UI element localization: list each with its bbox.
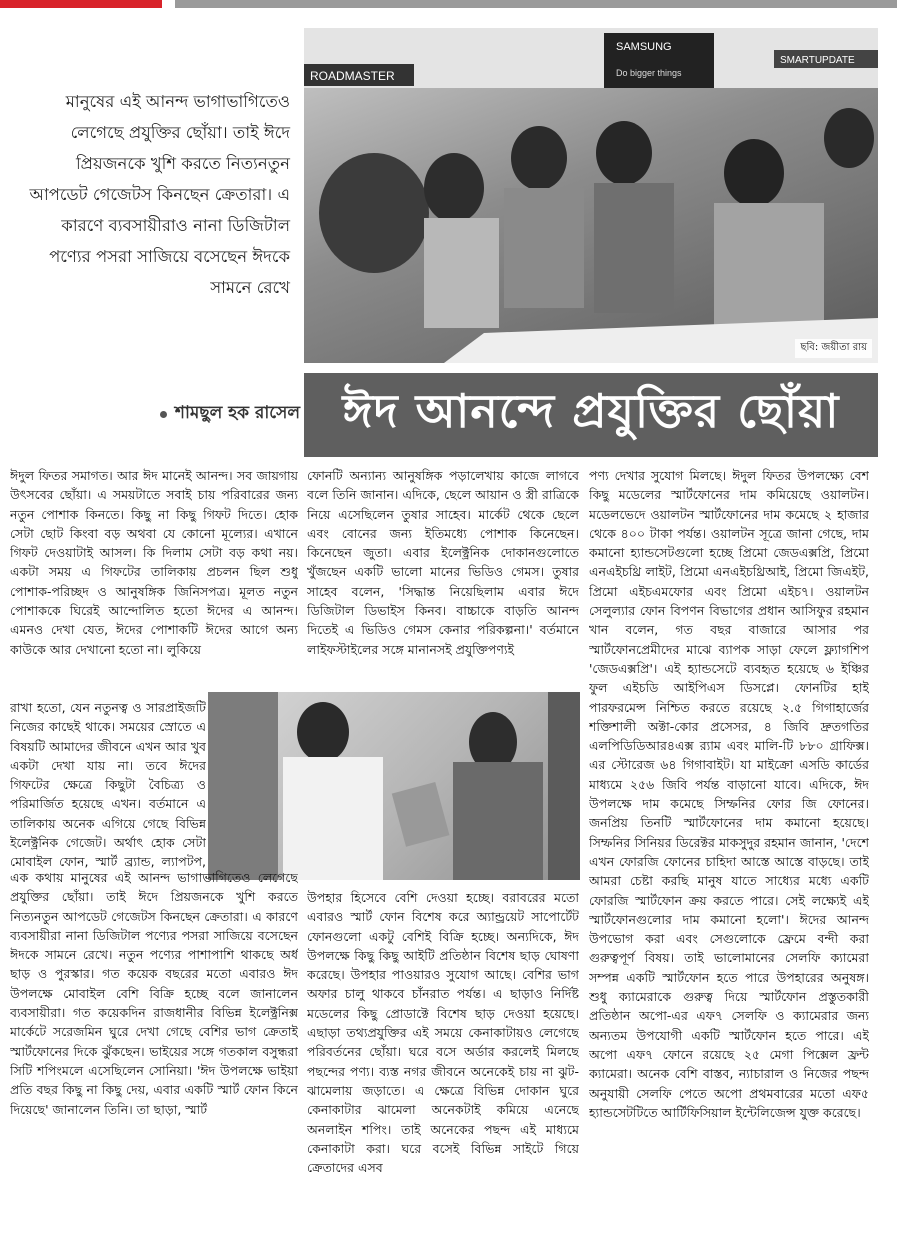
couple-gift-illustration bbox=[208, 692, 580, 880]
headline: ঈদ আনন্দে প্রযুক্তির ছোঁয়া bbox=[304, 373, 878, 457]
bullet-icon bbox=[160, 411, 167, 418]
store-photo-illustration bbox=[304, 28, 878, 363]
byline bbox=[110, 400, 300, 428]
column-3: পণ্য দেখার সুযোগ মিলছে। ঈদুল ফিতর উপলক্ষ্যে বেশ কিছু মডেলের স্মার্টফোনের দাম কমিয়েছে ওয়ালটন। মডেলভেদে ওয়ালটন স্মার্টফোনের দাম কমেছে ২ হাজার থেকে ৪০০ টাকা পর্যন্ত। ওয়ালটন সূত্রে জানা গেছে, দাম কমানো হ্যান্ডসেটগুলো হচ্ছে প্রিমো জেডএক্সপ্রি, প্রিমো এনএইচথ্রি লাইট, প্রিমো এনএইচথ্রিআই, প্রিমো জিএইট, প্রিমো এইচএমফোর এবং প্রিমো এইচ৭। ওয়ালটন সেলুল্যার ফোন বিপণন বিভাগের প্রধান আসিফুর রহমান খান বলেন, গত বছর বাজারে আসার পর স্মার্টফোনপ্রেমীদের মাঝে ব্যাপক সাড়া ফেলে ফ্ল্যাগশিপ 'জেডএক্সপ্রি'। এই হ্যান্ডসেটে ব্যবহৃত হয়েছে ৬ ইঞ্চির ফুল এইচডি আইপিএস ডিসপ্লে। ফোনটির হাই পারফরমেন্স নিশ্চিত করতে রয়েছে ২.৫ গিগাহার্জের শক্তিশালী অক্টা-কোর প্রসেসর, ৪ জিবি দ্রুতগতির এলপিডিডিআর৪এক্স র‍্যাম এবং মালি-টি ৮৮০ গ্রাফিক্স। এর স্টোরেজ ৬৪ গিগাবাইট। যা মাইক্রো এসডি কার্ডের মাধ্যমে ২৫৬ জিবি পর্যন্ত বাড়ানো যাবে। এদিকে, ঈদ উপলক্ষে দাম কমেছে সিম্ফনির ফোর জি ফোনের। জনপ্রিয় তিনটি স্মার্টফোনের দাম কমানো হয়েছে। সিম্ফনির সিনিয়র ডিরেক্টর মাকসুদুর রহমান জানান, 'দেশে এখন ফোরজি ফোনের চাহিদা আস্তে আস্তে বাড়ছে। তাই আমরা চেষ্টা করছি মানুষ যাতে সাধ্যের মধ্যে একটি ফোরজি স্মার্টফোন ক্রয় করতে পারে। সেই লক্ষ্যেই এই স্মার্টফোনগুলোর দাম কমানো হলো'। ঈদের আনন্দ উপভোগ করা এবং সেগুলোকে ফ্রেমে বন্দী করা গুরুত্বপূর্ণ বিষয়। তাই ভালোমানের সেলফি ক্যামেরা সম্পন্ন একটি স্মার্টফোন হতে পারে উপহারের অনুষঙ্গ। শুধু ক্যামেরাকে গুরুত্ব দিয়ে স্মার্টফোন প্রস্তুতকারী প্রতিষ্ঠান অপো-এর এফ৭ সেলফি ও ক্যামেরার জন্য অন্যতম উপযোগী একটি স্মার্টফোন হতে পারে। এই অপো এফ৭ ফোনে রয়েছে ২৫ মেগা পিক্সেল ফ্রন্ট ক্যামেরা। অনেক বেশি বাস্তব, ন্যাচারাল ও নিজের পছন্দ অনুযায়ী সেলফি পেতে অপো প্রথমবারের মতো এফ৫ হ্যান্ডসেটটিতে আর্টিফিসিয়াল ইন্টেলিজেন্স যুক্ত করেছে। bbox=[589, 468, 869, 1120]
column-1-wrap: রাখা হতো, যেন নতুনত্ব ও সারপ্রাইজটি নিজের কাছেই থাকে। সময়ের স্রোতে এ বিষয়টি আমাদের জীবনে এখন আর খুব একটা দেখা যায় না। তবে ঈদের গিফটের ক্ষেত্রে কিছুটা বৈচিত্র্য ও পরিমার্জিত হয়েছে এখন। বর্তমানে এ তালিকায় অনেক এগিয়ে গেছে বিভিন্ন ইলেক্ট্রনিক গেজেট। অর্থাৎ হোক সেটা মোবাইল ফোন, স্মার্ট ব্র্যান্ড, ল্যাপটপ, bbox=[10, 700, 206, 870]
sign-smartupdate: SMARTUPDATE bbox=[780, 55, 855, 66]
top-red-rule bbox=[0, 0, 162, 8]
sign-bigger: Do bigger things bbox=[616, 68, 682, 78]
column-1-bottom: এক কথায় মানুষের এই আনন্দ ভাগাভাগিতেও লেগেছে প্রযুক্তির ছোঁয়া। তাই ঈদে প্রিয়জনকে খুশি করতে নিত্যনতুন আপডেট গেজেটস কিনছেন ক্রেতারা। এ কারণে ব্যবসায়ীরা নানা ডিজিটাল পণ্যের পসরা সাজিয়ে বসেছেন ঈদকে সামনে রেখে। নতুন পণ্যের পাশাপাশি থাকছে অর্ধ ছাড় ও পুরস্কার। গত কয়েক বছরের মতো এবারও ঈদ উপলক্ষে মোবাইল বেশি বিক্রি হচ্ছে বলে জানালেন ব্যবসায়ীরা। গত কয়েকদিন রাজধানীর বিভিন্ন ইলেক্ট্রনিক্স মার্কেটে সরেজমিন ঘুরে দেখা গেছে বেশির ভাগ ক্রেতাই স্মার্টফোনের দিকে ঝুঁকছেন। ভাইয়ের সঙ্গে গতকাল বসুন্ধরা সিটি শপিংমলে এসেছিলেন সোনিয়া। 'ঈদ উপলক্ষে ভাইয়া প্রতি বছর কিছু না কিছু দেয়, এবার একটি স্মার্ট ফোন কিনে দিয়েছে' জানালেন তিনি। তা ছাড়া, স্মার্ট bbox=[10, 870, 298, 1117]
column-1-top: ঈদুল ফিতর সমাগত। আর ঈদ মানেই আনন্দ। সব জায়গায় উৎসবের ছোঁয়া। এ সময়টাতে সবাই চায় পরিবারের জন্য নতুন পোশাক কিনতে। কিছু না কিছু গিফট দিতে। হোক সেটা ছোট কিংবা বড় অথবা যে কোনো মূল্যের। এখানে গিফট দেওয়াটাই আসল। কি দিলাম সেটা বড় কথা নয়। একটা সময় এ গিফটের তালিকায় প্রচলন ছিল শুধু পোশাক-পরিচ্ছদ ও আনুষঙ্গিক জিনিসপত্র। মূলত নতুন পোশাককে ঘিরেই আন্দোলিত হতো ঈদের এ আনন্দ। এমনও দেখা যেত, ঈদের পোশাকটি ঈদের আগে অন্য কাউকে আর দেখানো হতো না। লুকিয়ে bbox=[10, 468, 298, 657]
store-photo bbox=[304, 28, 878, 363]
column-2-bottom: উপহার হিসেবে বেশি দেওয়া হচ্ছে। বরাবরের মতো এবারও স্মার্ট ফোন বিশেষ করে অ্যান্ড্রয়েট সাপোর্টেট ফোনগুলো একটু বেশিই বিক্রি হচ্ছে। অন্যদিকে, ঈদ উপলক্ষে কিছু কিছু আইটি প্রতিষ্ঠান বিশেষ ছাড় ঘোষণা করেছে। উপহার পাওয়ারও সুযোগ আছে। বেশির ভাগ অফার চালু থাকবে চাঁনরাত পর্যন্ত। এ ছাড়াও নির্দিষ্ট মডেলের কিছু প্রোডাক্টে বিশেষ ছাড় দেওয়া হয়েছে। এছাড়া তথ্যপ্রযুক্তির এই সময়ে কেনাকাটায়ও লেগেছে পরিবর্তনের ছোঁয়া। ঘরে বসে অর্ডার করলেই মিলছে পছন্দের পণ্য। ব্যস্ত নগর জীবনে অনেকেই চায় না ঝুট-ঝামেলায় জড়াতে। এ ক্ষেত্রে বিভিন্ন দোকান ঘুরে কেনাকাটার ঝামেলা অনেকটাই কমিয়ে এনেছে অনলাইন শপিং। তাই অনেকের পছন্দ এই মাধ্যমে কেনাকাটা করা। ঘরে বসেই বিভিন্ন সাইটে গিয়ে ক্রেতাদের এসব bbox=[307, 890, 579, 1176]
couple-gift-photo bbox=[208, 692, 580, 880]
photo-credit: ছবি: জয়ীতা রায় bbox=[795, 339, 872, 358]
column-2-top: ফোনটি অন্যান্য আনুষঙ্গিক পড়ালেখায় কাজে লাগবে বলে তিনি জানান। এদিকে, ছেলে আয়ান ও স্ত্রী রাত্রিকে নিয়ে এসেছিলেন তুষার সাহেব। মার্কেট থেকে ছেলে এবং বোনের জন্য ইতিমধ্যে পোশাক কিনেছেন। কিনেছেন জুতা। এবার ইলেক্ট্রনিক দোকানগুলোতে খুঁজছেন একটি ভালো মানের ভিডিও গেমস। তুষার সাহেব বলেন, 'সিদ্ধান্ত নিয়েছিলাম এবার ঈদে ডিজিটাল ডিভাইস কিনব। বাচ্চাকে বাড়তি আনন্দ দিতেই এ ভিডিও গেমস কেনার পরিকল্পনা।' বর্তমানে লাইফস্টাইলের সঙ্গে মানানসই প্রযুক্তিপণ্যই bbox=[307, 468, 579, 657]
sign-samsung: SAMSUNG bbox=[616, 41, 672, 53]
sign-roadmaster: ROADMASTER bbox=[310, 69, 395, 83]
author-name: শামছুল হক রাসেল bbox=[174, 403, 300, 423]
lead-intro: মানুষের এই আনন্দ ভাগাভাগিতেও লেগেছে প্রযুক্তির ছোঁয়া। তাই ঈদে প্রিয়জনকে খুশি করতে নিত্যনতুন আপডেট গেজেটস কিনছেন ক্রেতারা। এ কারণে ব্যবসায়ীরাও নানা ডিজিটাল পণ্যের পসরা সাজিয়ে বসেছেন ঈদকে সামনে রেখে bbox=[29, 92, 290, 297]
top-grey-rule bbox=[175, 0, 897, 8]
